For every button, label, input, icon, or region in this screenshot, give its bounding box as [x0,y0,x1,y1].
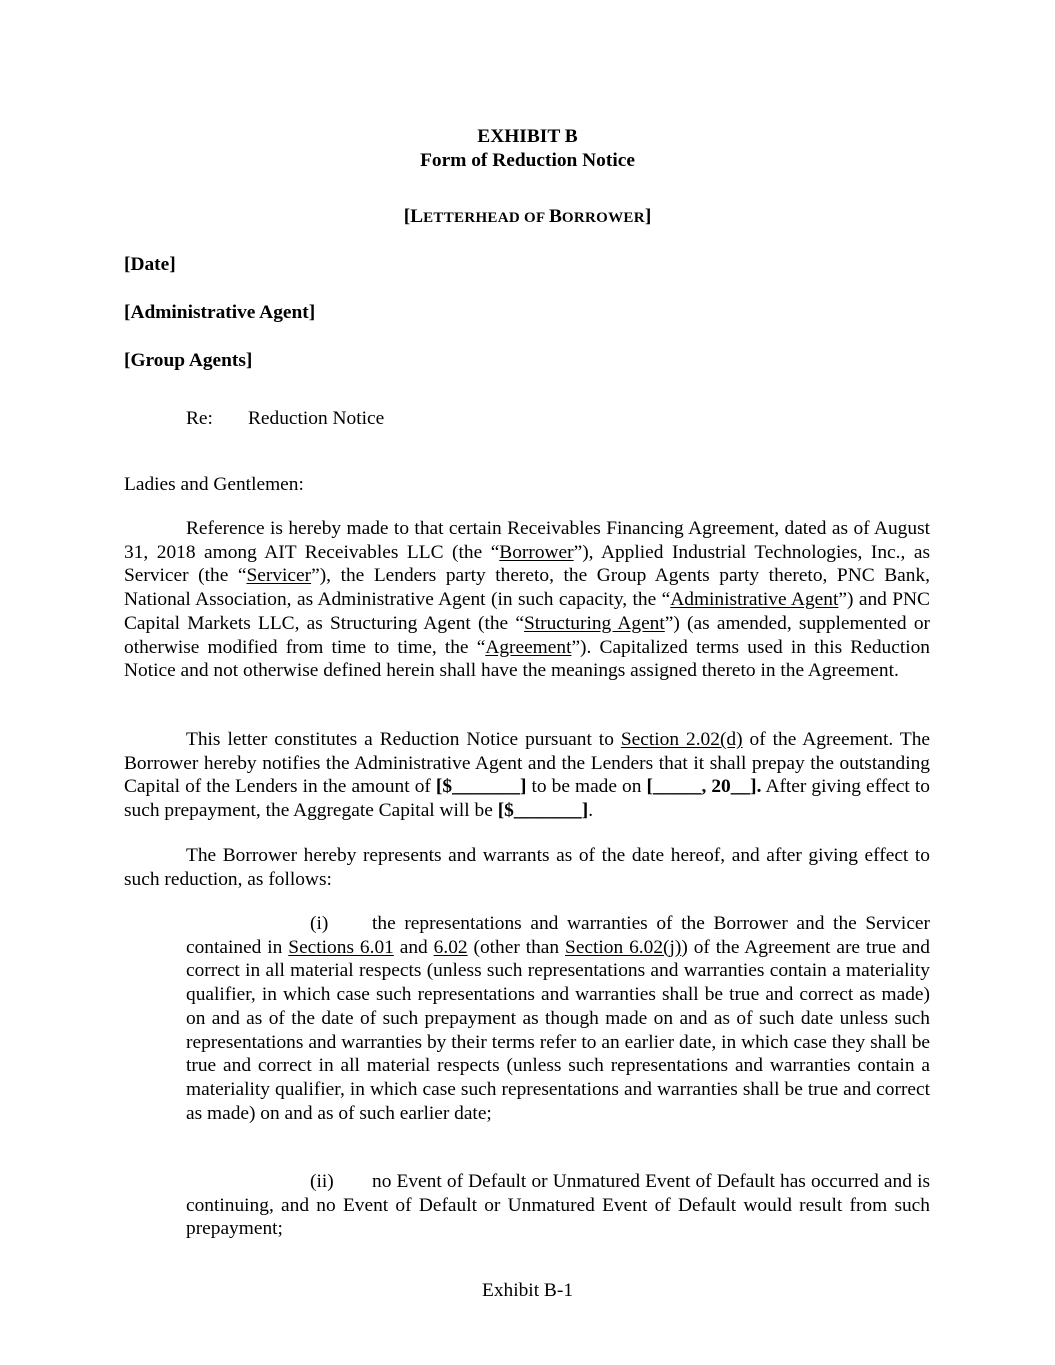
defined-term-borrower: Borrower [499,541,574,563]
text-run: of the Agreement. The Borrower hereby notifies the Administrative Agent and the Lenders that it shall prepay the outstanding Capital of the Lenders in the amount of [124,729,930,798]
clause-ii [186,1170,930,1241]
form-title: Form of Reduction Notice [420,150,635,171]
aggregate-capital-blank: [$_______] [497,800,589,822]
text-run: Reference is hereby made to that certain Receivables Financing Agreement, dated as of August 31, 2018 among AIT Receivables LLC (the “ [124,518,930,563]
defined-term-structuring-agent: Structuring Agent [523,612,665,634]
letterhead-smallcaps-2: ORROWER [561,210,645,226]
admin-agent-placeholder: [Administrative Agent] [124,302,316,323]
text-run: ”), Applied Industrial Technologies, Inc., as Servicer (the “ [124,541,930,587]
page-footer: Exhibit B-1 [481,1280,574,1301]
defined-term-servicer: Servicer [246,565,312,587]
group-agents-placeholder: [Group Agents] [124,350,253,371]
re-subject: Reduction Notice [248,408,385,429]
text-run: . [588,800,594,822]
section-reference: Sections 6.01 [288,936,394,958]
text-run: ”), the Lenders party thereto, the Group Agents party thereto, PNC Bank, National Association, as Administrative Agent (in such capacity, the “ [124,565,930,611]
exhibit-title: EXHIBIT B [477,126,578,147]
text-run: ”). Capitalized terms used in this Reduction Notice and not otherwise defined herein shall have the meanings assigned thereto in the Agreement. [124,636,930,682]
text-run: no Event of Default or Unmatured Event of Default has occurred and is continuing, and no Event of Default or Unmatured Event of Default would result from such prepayment; [186,1171,930,1240]
reduction-paragraph [124,728,930,823]
clause-number: (ii) [310,1171,334,1192]
text-run: and [393,936,434,958]
text-run: to be made on [526,776,647,798]
text-run: ”) and PNC Capital Markets LLC, as Structuring Agent (the “ [124,589,930,634]
reference-paragraph [124,517,930,683]
letterhead-smallcaps-1: ETTERHEAD OF [423,210,549,226]
text-run: (other than [467,936,566,958]
clause-i [186,912,930,1125]
re-label: Re: [186,408,213,429]
section-reference: 6.02 [433,936,468,958]
text-run: the representations and warranties of the Borrower and the Servicer contained in [186,913,930,958]
text-run: This letter constitutes a Reduction Notice pursuant to [186,729,621,750]
re-line [186,407,384,431]
letterhead-placeholder [0,205,1055,230]
letterhead-bracket-close: ] [644,206,652,227]
salutation: Ladies and Gentlemen: [124,474,304,495]
clause-number: (i) [310,913,329,934]
section-reference: Section 6.02(j) [565,936,682,958]
text-run: ”) (as amended, supplemented or otherwise modified from time to time, the “ [124,612,930,658]
text-run: ) of the Agreement are true and correct in all material respects (unless such representations and warranties contain a materiality qualifier, in which case such representations and warranties shall be true and correct as made) on and as of the date of such prepayment as though made on and as of such date unless such representations and warranties by their terms refer to an earlier date, in which case they shall be true and correct in all material respects (unless such representations and warranties contain a materiality qualifier, in which case such representations and warranties shall be true and correct as made) on and as of such earlier date; [186,936,930,1124]
text-run: After giving effect to such prepayment, the Aggregate Capital will be [124,776,930,822]
amount-blank: [$_______] [435,776,527,798]
date-blank: [_____, 20__]. [646,776,762,798]
defined-term-agreement: Agreement [485,636,572,658]
letterhead-initial-l: L [410,206,424,227]
defined-term-administrative-agent: Administrative Agent [670,589,839,611]
date-placeholder: [Date] [124,254,176,275]
letterhead-initial-b: B [548,206,562,227]
letterhead-bracket-open: [ [403,206,411,227]
section-reference: Section 2.02(d) [620,729,743,750]
representations-paragraph: The Borrower hereby represents and warrants as of the date hereof, and after giving effect to such reduction, as follows: [124,845,930,890]
